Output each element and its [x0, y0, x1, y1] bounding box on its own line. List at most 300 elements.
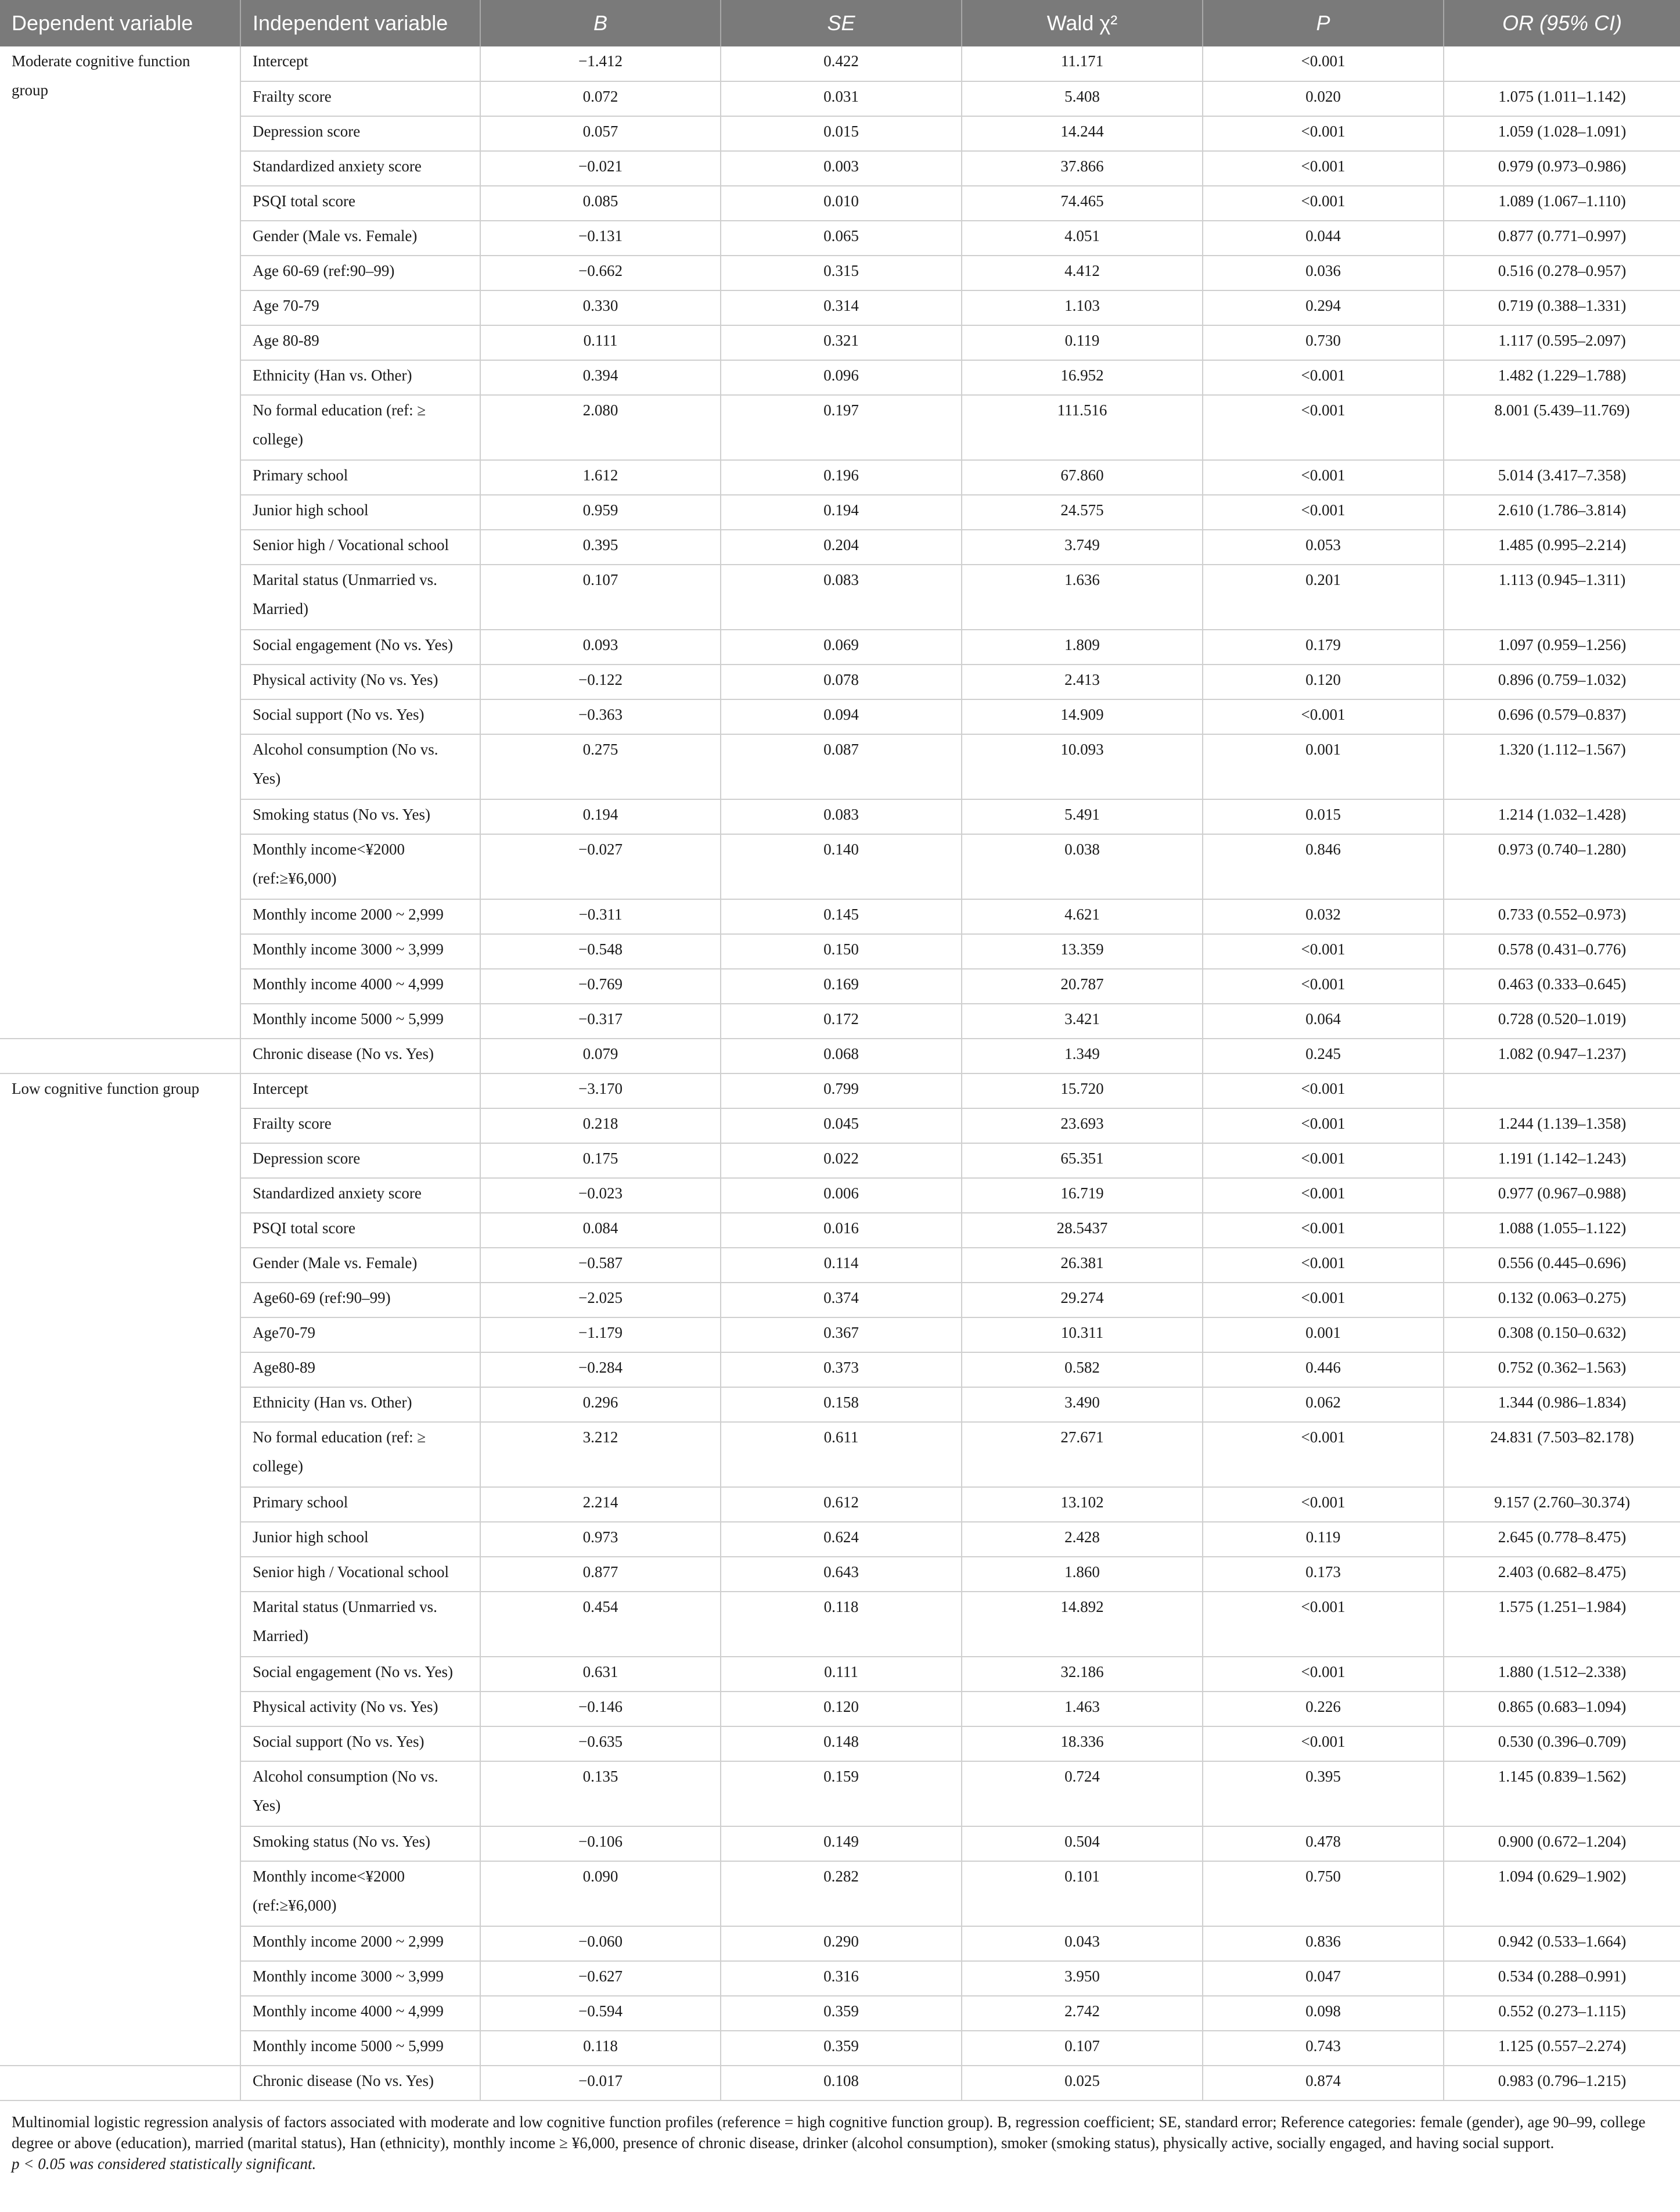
b-cell: 0.090 — [480, 1861, 721, 1926]
or-cell: 0.534 (0.288–0.991) — [1444, 1961, 1680, 1996]
independent-variable-cell: Chronic disease (No vs. Yes) — [240, 2066, 480, 2100]
or-cell: 0.308 (0.150–0.632) — [1444, 1317, 1680, 1352]
independent-variable-cell: Alcohol consumption (No vs. Yes) — [240, 734, 480, 799]
se-cell: 0.031 — [721, 81, 962, 116]
independent-variable-cell: Marital status (Unmarried vs. Married) — [240, 1592, 480, 1657]
independent-variable-cell: Monthly income 4000 ~ 4,999 — [240, 969, 480, 1004]
p-cell: 0.001 — [1203, 734, 1444, 799]
p-cell: <0.001 — [1203, 1726, 1444, 1761]
b-cell: 0.118 — [480, 2031, 721, 2066]
b-cell: 0.093 — [480, 630, 721, 665]
independent-variable-cell: Monthly income 5000 ~ 5,999 — [240, 1004, 480, 1039]
table-row — [0, 699, 1680, 734]
se-cell: 0.321 — [721, 325, 962, 360]
or-cell: 0.132 (0.063–0.275) — [1444, 1283, 1680, 1317]
table-row — [0, 799, 1680, 834]
b-cell: 0.959 — [480, 495, 721, 530]
wald-cell: 0.504 — [962, 1826, 1203, 1861]
se-cell: 0.015 — [721, 116, 962, 151]
or-cell: 2.610 (1.786–3.814) — [1444, 495, 1680, 530]
independent-variable-cell: Age 80-89 — [240, 325, 480, 360]
b-cell: −0.769 — [480, 969, 721, 1004]
b-cell: 0.330 — [480, 290, 721, 325]
se-cell: 0.611 — [721, 1422, 962, 1487]
p-cell: <0.001 — [1203, 1487, 1444, 1522]
b-cell: 2.214 — [480, 1487, 721, 1522]
p-cell: 0.062 — [1203, 1387, 1444, 1422]
wald-cell: 4.412 — [962, 256, 1203, 290]
independent-variable-cell: Ethnicity (Han vs. Other) — [240, 360, 480, 395]
wald-cell: 0.025 — [962, 2066, 1203, 2100]
se-cell: 0.096 — [721, 360, 962, 395]
wald-cell: 3.490 — [962, 1387, 1203, 1422]
p-cell: 0.750 — [1203, 1861, 1444, 1926]
p-cell: 0.846 — [1203, 834, 1444, 899]
b-cell: −0.131 — [480, 221, 721, 256]
or-cell: 1.320 (1.112–1.567) — [1444, 734, 1680, 799]
b-cell: −0.594 — [480, 1996, 721, 2031]
independent-variable-cell: Standardized anxiety score — [240, 1178, 480, 1213]
independent-variable-cell: Age80-89 — [240, 1352, 480, 1387]
wald-cell: 16.952 — [962, 360, 1203, 395]
table-row — [0, 1039, 1680, 1073]
table-row — [0, 834, 1680, 899]
p-cell: 0.119 — [1203, 1522, 1444, 1557]
or-cell: 1.125 (0.557–2.274) — [1444, 2031, 1680, 2066]
table-row — [0, 1004, 1680, 1039]
se-cell: 0.045 — [721, 1108, 962, 1143]
significance-note: p < 0.05 was considered statistically significant. — [12, 2155, 316, 2172]
or-cell: 0.896 (0.759–1.032) — [1444, 665, 1680, 699]
p-cell: 0.395 — [1203, 1761, 1444, 1826]
or-cell: 0.728 (0.520–1.019) — [1444, 1004, 1680, 1039]
p-cell: <0.001 — [1203, 116, 1444, 151]
or-cell: 0.942 (0.533–1.664) — [1444, 1926, 1680, 1961]
or-cell: 0.733 (0.552–0.973) — [1444, 899, 1680, 934]
table-row — [0, 1692, 1680, 1726]
se-cell: 0.114 — [721, 1248, 962, 1283]
empty-dependent-cell — [0, 1039, 240, 1073]
wald-cell: 1.463 — [962, 1692, 1203, 1726]
independent-variable-cell: Social engagement (No vs. Yes) — [240, 1657, 480, 1692]
se-cell: 0.799 — [721, 1073, 962, 1108]
b-cell: −0.106 — [480, 1826, 721, 1861]
or-cell: 2.645 (0.778–8.475) — [1444, 1522, 1680, 1557]
se-cell: 0.010 — [721, 186, 962, 221]
b-cell: −0.060 — [480, 1926, 721, 1961]
table-row — [0, 1213, 1680, 1248]
table-row — [0, 969, 1680, 1004]
independent-variable-cell: Monthly income 5000 ~ 5,999 — [240, 2031, 480, 2066]
wald-cell: 0.582 — [962, 1352, 1203, 1387]
or-cell: 0.977 (0.967–0.988) — [1444, 1178, 1680, 1213]
or-cell: 9.157 (2.760–30.374) — [1444, 1487, 1680, 1522]
independent-variable-cell: Intercept — [240, 46, 480, 81]
se-cell: 0.612 — [721, 1487, 962, 1522]
wald-cell: 2.428 — [962, 1522, 1203, 1557]
se-cell: 0.145 — [721, 899, 962, 934]
independent-variable-cell: PSQI total score — [240, 1213, 480, 1248]
p-cell: <0.001 — [1203, 495, 1444, 530]
independent-variable-cell: Depression score — [240, 1143, 480, 1178]
or-cell: 1.088 (1.055–1.122) — [1444, 1213, 1680, 1248]
wald-cell: 0.038 — [962, 834, 1203, 899]
b-cell: −2.025 — [480, 1283, 721, 1317]
se-cell: 0.069 — [721, 630, 962, 665]
p-cell: 0.478 — [1203, 1826, 1444, 1861]
se-cell: 0.149 — [721, 1826, 962, 1861]
independent-variable-cell: Senior high / Vocational school — [240, 530, 480, 565]
or-cell: 1.113 (0.945–1.311) — [1444, 565, 1680, 630]
p-cell: 0.036 — [1203, 256, 1444, 290]
table-row — [0, 1487, 1680, 1522]
table-row — [0, 460, 1680, 495]
b-cell: 0.079 — [480, 1039, 721, 1073]
p-cell: 0.001 — [1203, 1317, 1444, 1352]
independent-variable-cell: Age 60-69 (ref:90–99) — [240, 256, 480, 290]
p-cell: 0.044 — [1203, 221, 1444, 256]
wald-cell: 0.043 — [962, 1926, 1203, 1961]
wald-cell: 29.274 — [962, 1283, 1203, 1317]
independent-variable-cell: Monthly income 3000 ~ 3,999 — [240, 1961, 480, 1996]
table-row — [0, 899, 1680, 934]
b-cell: 0.085 — [480, 186, 721, 221]
or-cell: 1.214 (1.032–1.428) — [1444, 799, 1680, 834]
table-row — [0, 530, 1680, 565]
or-cell: 1.482 (1.229–1.788) — [1444, 360, 1680, 395]
table-row — [0, 1108, 1680, 1143]
or-cell: 0.752 (0.362–1.563) — [1444, 1352, 1680, 1387]
b-cell: 0.084 — [480, 1213, 721, 1248]
or-cell: 0.719 (0.388–1.331) — [1444, 290, 1680, 325]
wald-cell: 5.491 — [962, 799, 1203, 834]
wald-cell: 1.103 — [962, 290, 1203, 325]
p-cell: <0.001 — [1203, 934, 1444, 969]
p-cell: 0.294 — [1203, 290, 1444, 325]
b-cell: −0.635 — [480, 1726, 721, 1761]
p-cell: <0.001 — [1203, 460, 1444, 495]
p-cell: 0.874 — [1203, 2066, 1444, 2100]
header-or: OR (95% CI) — [1444, 0, 1680, 46]
or-cell: 0.556 (0.445–0.696) — [1444, 1248, 1680, 1283]
or-cell: 0.900 (0.672–1.204) — [1444, 1826, 1680, 1861]
se-cell: 0.068 — [721, 1039, 962, 1073]
independent-variable-cell: PSQI total score — [240, 186, 480, 221]
wald-cell: 15.720 — [962, 1073, 1203, 1108]
wald-cell: 28.5437 — [962, 1213, 1203, 1248]
wald-cell: 4.621 — [962, 899, 1203, 934]
header-se: SE — [721, 0, 962, 46]
or-cell: 1.089 (1.067–1.110) — [1444, 186, 1680, 221]
independent-variable-cell: Monthly income 2000 ~ 2,999 — [240, 899, 480, 934]
table-row — [0, 46, 1680, 81]
b-cell: −1.412 — [480, 46, 721, 81]
p-cell: <0.001 — [1203, 1248, 1444, 1283]
wald-cell: 11.171 — [962, 46, 1203, 81]
or-cell: 0.463 (0.333–0.645) — [1444, 969, 1680, 1004]
independent-variable-cell: Alcohol consumption (No vs. Yes) — [240, 1761, 480, 1826]
p-cell: 0.020 — [1203, 81, 1444, 116]
independent-variable-cell: Standardized anxiety score — [240, 151, 480, 186]
table-row — [0, 1283, 1680, 1317]
independent-variable-cell: Age70-79 — [240, 1317, 480, 1352]
table-row — [0, 256, 1680, 290]
se-cell: 0.282 — [721, 1861, 962, 1926]
or-cell: 0.552 (0.273–1.115) — [1444, 1996, 1680, 2031]
table-row — [0, 1387, 1680, 1422]
table-row — [0, 186, 1680, 221]
or-cell: 1.880 (1.512–2.338) — [1444, 1657, 1680, 1692]
wald-cell: 74.465 — [962, 186, 1203, 221]
p-cell: 0.201 — [1203, 565, 1444, 630]
or-cell: 1.485 (0.995–2.214) — [1444, 530, 1680, 565]
independent-variable-cell: Monthly income 2000 ~ 2,999 — [240, 1926, 480, 1961]
p-cell: 0.179 — [1203, 630, 1444, 665]
or-cell: 0.973 (0.740–1.280) — [1444, 834, 1680, 899]
independent-variable-cell: Depression score — [240, 116, 480, 151]
b-cell: −0.317 — [480, 1004, 721, 1039]
header-independent-variable: Independent variable — [240, 0, 480, 46]
wald-cell: 14.244 — [962, 116, 1203, 151]
wald-cell: 10.311 — [962, 1317, 1203, 1352]
wald-cell: 37.866 — [962, 151, 1203, 186]
wald-cell: 32.186 — [962, 1657, 1203, 1692]
wald-cell: 16.719 — [962, 1178, 1203, 1213]
b-cell: −0.587 — [480, 1248, 721, 1283]
p-cell: 0.032 — [1203, 899, 1444, 934]
p-cell: 0.173 — [1203, 1557, 1444, 1592]
dependent-variable-cell: Low cognitive function group — [0, 1073, 240, 2066]
independent-variable-cell: Monthly income<¥2000 (ref:≥¥6,000) — [240, 1861, 480, 1926]
wald-cell: 2.742 — [962, 1996, 1203, 2031]
se-cell: 0.094 — [721, 699, 962, 734]
b-cell: −0.023 — [480, 1178, 721, 1213]
b-cell: 0.057 — [480, 116, 721, 151]
b-cell: −3.170 — [480, 1073, 721, 1108]
p-cell: <0.001 — [1203, 1178, 1444, 1213]
p-cell: <0.001 — [1203, 1283, 1444, 1317]
independent-variable-cell: Social engagement (No vs. Yes) — [240, 630, 480, 665]
or-cell — [1444, 1073, 1680, 1108]
wald-cell: 2.413 — [962, 665, 1203, 699]
wald-cell: 111.516 — [962, 395, 1203, 460]
se-cell: 0.022 — [721, 1143, 962, 1178]
wald-cell: 26.381 — [962, 1248, 1203, 1283]
header-p: P — [1203, 0, 1444, 46]
b-cell: 0.111 — [480, 325, 721, 360]
se-cell: 0.290 — [721, 1926, 962, 1961]
header-row — [0, 0, 1680, 46]
table-row — [0, 116, 1680, 151]
wald-cell: 23.693 — [962, 1108, 1203, 1143]
table-row — [0, 1352, 1680, 1387]
se-cell: 0.108 — [721, 2066, 962, 2100]
table-row — [0, 934, 1680, 969]
se-cell: 0.111 — [721, 1657, 962, 1692]
or-cell: 1.117 (0.595–2.097) — [1444, 325, 1680, 360]
or-cell: 0.865 (0.683–1.094) — [1444, 1692, 1680, 1726]
b-cell: 0.107 — [480, 565, 721, 630]
table-row — [0, 1592, 1680, 1657]
p-cell: <0.001 — [1203, 1592, 1444, 1657]
independent-variable-cell: Frailty score — [240, 81, 480, 116]
b-cell: −0.548 — [480, 934, 721, 969]
or-cell: 0.983 (0.796–1.215) — [1444, 2066, 1680, 2100]
wald-cell: 13.359 — [962, 934, 1203, 969]
se-cell: 0.159 — [721, 1761, 962, 1826]
or-cell: 5.014 (3.417–7.358) — [1444, 460, 1680, 495]
wald-cell: 10.093 — [962, 734, 1203, 799]
se-cell: 0.316 — [721, 1961, 962, 1996]
table-row — [0, 1761, 1680, 1826]
b-cell: −0.627 — [480, 1961, 721, 1996]
independent-variable-cell: Physical activity (No vs. Yes) — [240, 665, 480, 699]
p-cell: <0.001 — [1203, 395, 1444, 460]
p-cell: 0.743 — [1203, 2031, 1444, 2066]
wald-cell: 20.787 — [962, 969, 1203, 1004]
p-cell: <0.001 — [1203, 1143, 1444, 1178]
table-row — [0, 2066, 1680, 2100]
table-row — [0, 565, 1680, 630]
p-cell: 0.836 — [1203, 1926, 1444, 1961]
p-cell: <0.001 — [1203, 1213, 1444, 1248]
or-cell: 0.578 (0.431–0.776) — [1444, 934, 1680, 969]
se-cell: 0.172 — [721, 1004, 962, 1039]
wald-cell: 3.421 — [962, 1004, 1203, 1039]
or-cell: 1.097 (0.959–1.256) — [1444, 630, 1680, 665]
independent-variable-cell: No formal education (ref: ≥ college) — [240, 395, 480, 460]
p-cell: 0.226 — [1203, 1692, 1444, 1726]
table-row — [0, 360, 1680, 395]
se-cell: 0.374 — [721, 1283, 962, 1317]
or-cell: 1.575 (1.251–1.984) — [1444, 1592, 1680, 1657]
independent-variable-cell: Monthly income<¥2000 (ref:≥¥6,000) — [240, 834, 480, 899]
p-cell: <0.001 — [1203, 151, 1444, 186]
or-cell: 0.979 (0.973–0.986) — [1444, 151, 1680, 186]
or-cell: 1.075 (1.011–1.142) — [1444, 81, 1680, 116]
wald-cell: 0.119 — [962, 325, 1203, 360]
table-row — [0, 1178, 1680, 1213]
wald-cell: 65.351 — [962, 1143, 1203, 1178]
p-cell: <0.001 — [1203, 186, 1444, 221]
independent-variable-cell: Gender (Male vs. Female) — [240, 221, 480, 256]
table-row — [0, 221, 1680, 256]
wald-cell: 0.101 — [962, 1861, 1203, 1926]
or-cell: 0.877 (0.771–0.997) — [1444, 221, 1680, 256]
p-cell: 0.015 — [1203, 799, 1444, 834]
independent-variable-cell: Ethnicity (Han vs. Other) — [240, 1387, 480, 1422]
p-cell: <0.001 — [1203, 46, 1444, 81]
b-cell: 0.454 — [480, 1592, 721, 1657]
table-row — [0, 1422, 1680, 1487]
or-cell — [1444, 46, 1680, 81]
se-cell: 0.118 — [721, 1592, 962, 1657]
table-row — [0, 1248, 1680, 1283]
or-cell: 1.059 (1.028–1.091) — [1444, 116, 1680, 151]
se-cell: 0.194 — [721, 495, 962, 530]
independent-variable-cell: No formal education (ref: ≥ college) — [240, 1422, 480, 1487]
wald-cell: 14.909 — [962, 699, 1203, 734]
or-cell: 0.530 (0.396–0.709) — [1444, 1726, 1680, 1761]
table-row — [0, 1726, 1680, 1761]
table-row — [0, 1996, 1680, 2031]
independent-variable-cell: Junior high school — [240, 495, 480, 530]
wald-cell: 24.575 — [962, 495, 1203, 530]
se-cell: 0.315 — [721, 256, 962, 290]
se-cell: 0.314 — [721, 290, 962, 325]
independent-variable-cell: Smoking status (No vs. Yes) — [240, 799, 480, 834]
b-cell: 0.135 — [480, 1761, 721, 1826]
or-cell: 1.094 (0.629–1.902) — [1444, 1861, 1680, 1926]
table-row — [0, 81, 1680, 116]
b-cell: 0.394 — [480, 360, 721, 395]
header-dependent-variable: Dependent variable — [0, 0, 240, 46]
table-body — [0, 46, 1680, 2100]
se-cell: 0.120 — [721, 1692, 962, 1726]
p-cell: 0.120 — [1203, 665, 1444, 699]
se-cell: 0.065 — [721, 221, 962, 256]
b-cell: 0.973 — [480, 1522, 721, 1557]
table-row — [0, 395, 1680, 460]
p-cell: <0.001 — [1203, 1422, 1444, 1487]
or-cell: 2.403 (0.682–8.475) — [1444, 1557, 1680, 1592]
independent-variable-cell: Marital status (Unmarried vs. Married) — [240, 565, 480, 630]
header-b: B — [480, 0, 721, 46]
table-row — [0, 1961, 1680, 1996]
se-cell: 0.140 — [721, 834, 962, 899]
p-cell: 0.064 — [1203, 1004, 1444, 1039]
se-cell: 0.169 — [721, 969, 962, 1004]
empty-dependent-cell — [0, 2066, 240, 2100]
p-cell: <0.001 — [1203, 1657, 1444, 1692]
or-cell: 24.831 (7.503–82.178) — [1444, 1422, 1680, 1487]
se-cell: 0.359 — [721, 2031, 962, 2066]
independent-variable-cell: Primary school — [240, 460, 480, 495]
or-cell: 1.244 (1.139–1.358) — [1444, 1108, 1680, 1143]
wald-cell: 14.892 — [962, 1592, 1203, 1657]
b-cell: −0.027 — [480, 834, 721, 899]
table-row — [0, 665, 1680, 699]
b-cell: 0.175 — [480, 1143, 721, 1178]
p-cell: <0.001 — [1203, 360, 1444, 395]
wald-cell: 0.107 — [962, 2031, 1203, 2066]
independent-variable-cell: Physical activity (No vs. Yes) — [240, 1692, 480, 1726]
independent-variable-cell: Frailty score — [240, 1108, 480, 1143]
b-cell: 0.072 — [480, 81, 721, 116]
p-cell: <0.001 — [1203, 1108, 1444, 1143]
p-cell: <0.001 — [1203, 969, 1444, 1004]
table-row — [0, 1073, 1680, 1108]
table-row — [0, 495, 1680, 530]
b-cell: 0.296 — [480, 1387, 721, 1422]
se-cell: 0.083 — [721, 799, 962, 834]
independent-variable-cell: Monthly income 3000 ~ 3,999 — [240, 934, 480, 969]
independent-variable-cell: Junior high school — [240, 1522, 480, 1557]
table-notes — [0, 2101, 1680, 2174]
wald-cell: 67.860 — [962, 460, 1203, 495]
b-cell: 0.877 — [480, 1557, 721, 1592]
se-cell: 0.078 — [721, 665, 962, 699]
independent-variable-cell: Intercept — [240, 1073, 480, 1108]
wald-cell: 1.349 — [962, 1039, 1203, 1073]
se-cell: 0.367 — [721, 1317, 962, 1352]
independent-variable-cell: Social support (No vs. Yes) — [240, 1726, 480, 1761]
or-cell: 0.696 (0.579–0.837) — [1444, 699, 1680, 734]
wald-cell: 3.749 — [962, 530, 1203, 565]
p-cell: 0.245 — [1203, 1039, 1444, 1073]
dependent-variable-cell: Moderate cognitive function group — [0, 46, 240, 1039]
footnote: Multinomial logistic regression analysis of factors associated with moderate and low cognitive function profiles (reference = high cognitive function group). B, regression coefficient; SE, standard error; Reference categories: female (gender), age 90–99, college degree or above (education), married (marital status), Han (ethnicity), monthly income ≥ ¥6,000, presence of chronic disease, drinker (alcohol consumption), smoker (smoking status), physically active, socially engaged, and having social support. — [12, 2113, 1646, 2152]
